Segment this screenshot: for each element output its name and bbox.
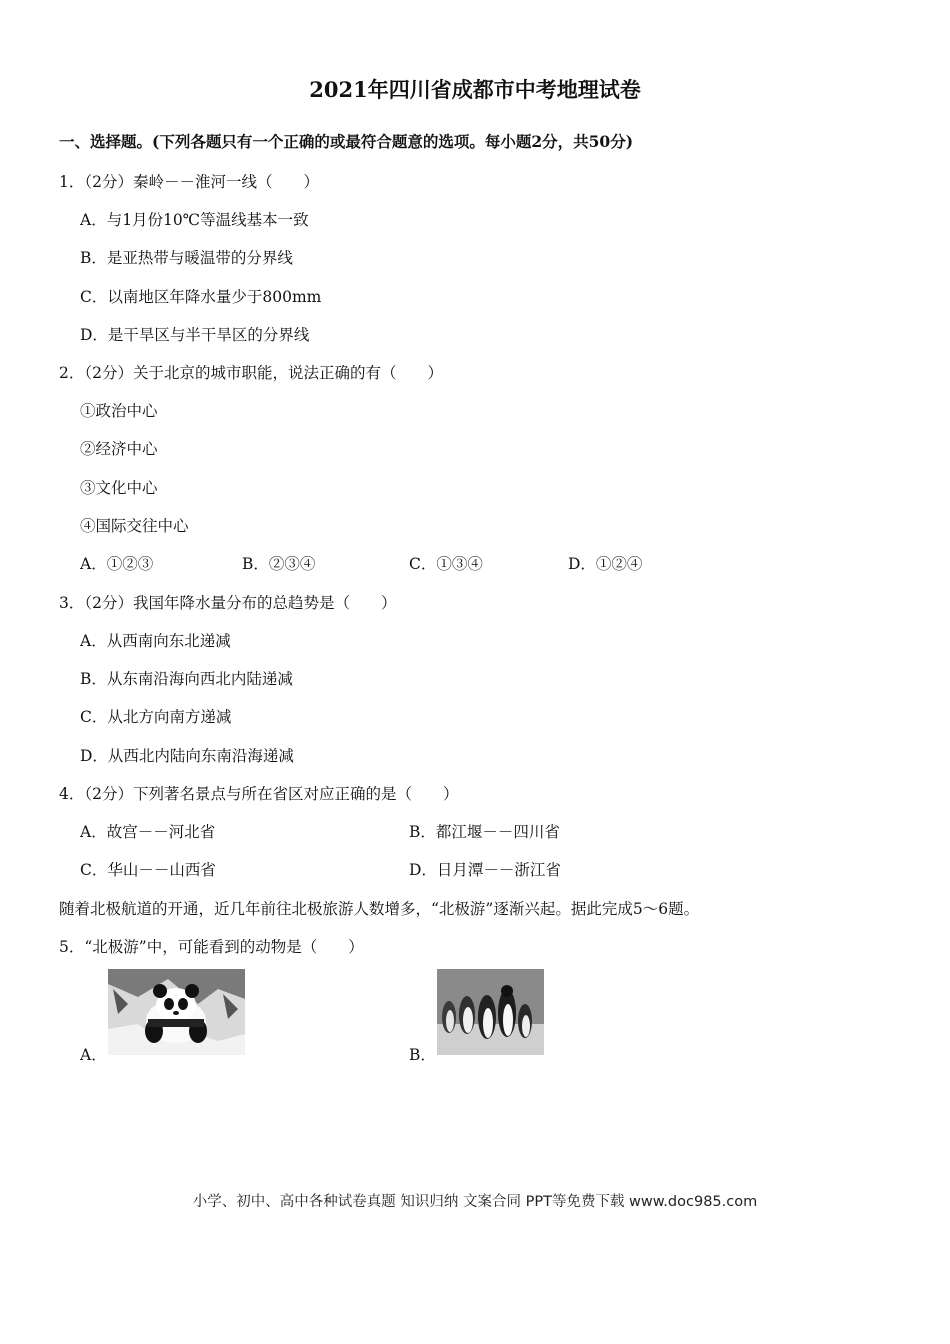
question-3-option-a: A．从西南向东北递减: [80, 632, 231, 650]
question-3-option-b: B．从东南沿海向西北内陆递减: [80, 670, 293, 688]
question-3-stem: 3．（2分）我国年降水量分布的总趋势是（ ）: [59, 594, 397, 612]
question-1-option-a: A．与1月份10℃等温线基本一致: [80, 211, 309, 229]
question-3-option-c: C．从北方向南方递减: [80, 708, 232, 726]
question-2-option-d: D．①②④: [568, 555, 643, 573]
question-2-item-3: ③文化中心: [80, 479, 158, 497]
question-2-stem: 2．（2分）关于北京的城市职能，说法正确的有（ ）: [59, 364, 443, 382]
question-2-item-2: ②经济中心: [80, 440, 158, 458]
question-1-option-c: C．以南地区年降水量少于800mm: [80, 288, 322, 306]
question-2-option-c: C．①③④: [409, 555, 483, 573]
page-footer: 小学、初中、高中各种试卷真题 知识归纳 文案合同 PPT等免费下载 www.doc985.com: [192, 1194, 758, 1210]
question-3-option-d: D．从西北内陆向东南沿海递减: [80, 747, 294, 765]
question-5-stem: 5．“北极游”中，可能看到的动物是（ ）: [59, 938, 364, 956]
question-5-option-b-label: B．: [409, 1046, 436, 1064]
question-2-option-b: B．②③④: [242, 555, 316, 573]
question-4-option-d: D．日月潭－－浙江省: [409, 861, 561, 879]
question-1-option-d: D．是干旱区与半干旱区的分界线: [80, 326, 310, 344]
penguin-image: [437, 969, 544, 1055]
question-1-option-b: B．是亚热带与暖温带的分界线: [80, 249, 293, 267]
question-2-item-1: ①政治中心: [80, 402, 158, 420]
page-title: 2021年四川省成都市中考地理试卷: [309, 77, 641, 102]
question-4-option-c: C．华山－－山西省: [80, 861, 216, 879]
question-2-item-4: ④国际交往中心: [80, 517, 189, 535]
panda-image: [108, 969, 245, 1055]
question-1-stem: 1．（2分）秦岭－－淮河一线（ ）: [59, 173, 319, 191]
question-4-option-b: B．都江堰－－四川省: [409, 823, 560, 841]
question-4-stem: 4．（2分）下列著名景点与所在省区对应正确的是（ ）: [59, 785, 459, 803]
question-4-option-a: A．故宫－－河北省: [80, 823, 216, 841]
question-2-option-a: A．①②③: [80, 555, 154, 573]
passage-intro: 随着北极航道的开通，近几年前往北极旅游人数增多，“北极游”逐渐兴起。据此完成5～6题。: [59, 900, 700, 918]
section-heading: 一、选择题。(下列各题只有一个正确的或最符合题意的选项。每小题2分，共50分): [59, 132, 634, 151]
question-5-option-a-label: A．: [80, 1046, 107, 1064]
